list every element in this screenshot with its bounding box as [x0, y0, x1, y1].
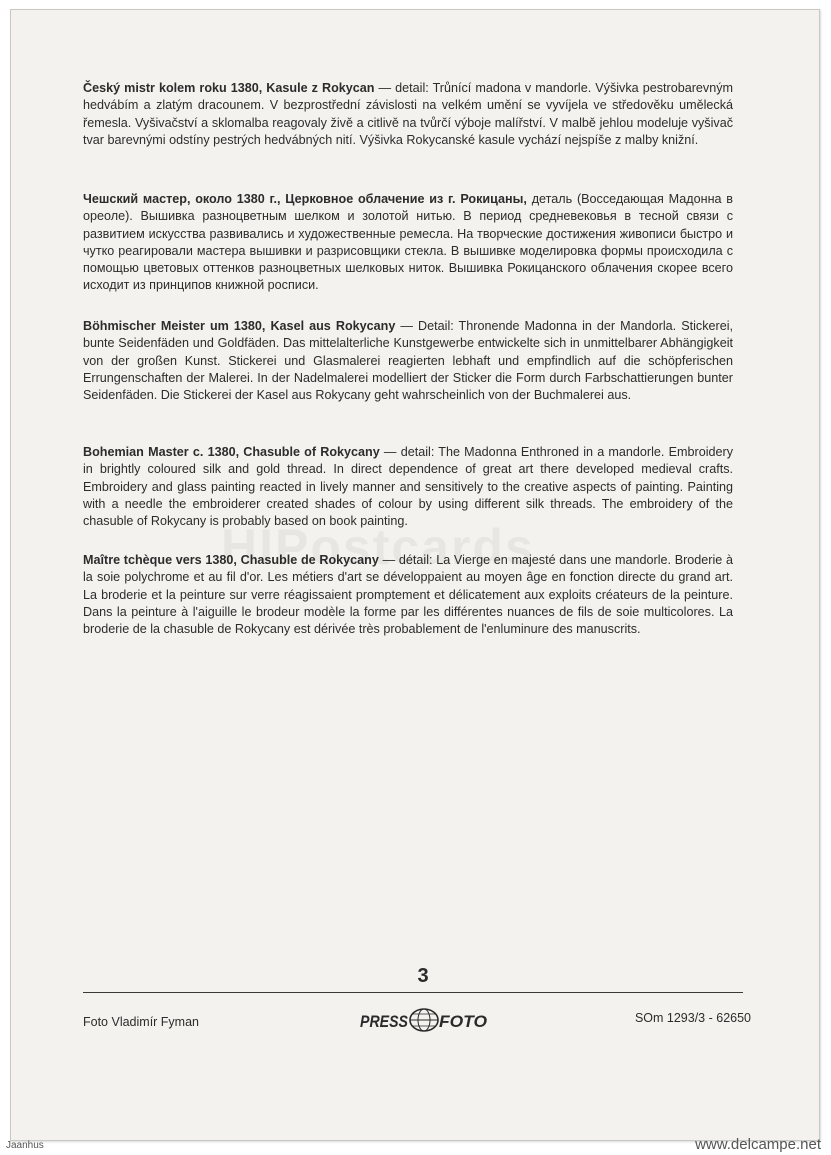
- logo-text-right: FOTO: [439, 1012, 487, 1031]
- logo-text-left: PRESS: [360, 1012, 409, 1031]
- postcard-back: [10, 9, 820, 1141]
- pressfoto-logo: [360, 1007, 490, 1033]
- description-russian: [83, 191, 733, 295]
- body-czech: — detail: Trůnící madona v mandorle. Výšivka pestrobarevným hedvábím a zlatým dracounem. V bezprostřední závislosti na velkém umění se vyvíjela ve středověku umělecká řemesla. Vyšivačství a sklomalba reagovaly živě a citlivě na tvůrčí výboje malířství. V malbě jehlou modeluje vyšivač tvar barevnými odstíny pestrých hedvábných nití. Výšivka Rokycanské kasule vychází nejspíše z malby knižní.: [83, 81, 733, 147]
- footer-divider: [83, 992, 743, 993]
- heading-czech: Český mistr kolem roku 1380, Kasule z Rokycan: [83, 81, 375, 95]
- page-number: 3: [417, 965, 429, 987]
- heading-russian: Чешский мастер, около 1380 г., Церковное облачение из г. Рокицаны,: [83, 192, 527, 206]
- description-german: [83, 318, 733, 404]
- heading-german: Böhmischer Meister um 1380, Kasel aus Rokycany: [83, 319, 396, 333]
- site-source: www.delcampe.net: [695, 1136, 821, 1153]
- body-english: — detail: The Madonna Enthroned in a mandorle. Embroidery in brightly coloured silk and gold thread. In direct dependence of great art there developed medieval crafts. Embroidery and glass painting reacted in lively manner and sensitively to the creative aspects of painting. Painting with a needle the embroiderer created shades of colour by using different silk threads. The embroidery of the chasuble of Rokycany is probably based on book painting.: [83, 445, 733, 529]
- photo-credit: Foto Vladimír Fyman: [83, 1015, 200, 1029]
- catalog-code: SOm 1293/3 - 62650: [634, 1011, 751, 1025]
- watermark: [221, 518, 641, 576]
- site-credit: Jaanhus: [6, 1140, 44, 1151]
- description-czech: [83, 80, 733, 149]
- body-german: — Detail: Thronende Madonna in der Mandorla. Stickerei, bunte Seidenfäden und Goldfäden. Das mittelalterliche Kunstgewerbe entwickelte sich in unmittelbarer Abhängigkeit von der großen Kunst. Stickerei und Glasmalerei reagierten lebhaft und empfindlich auf die schöpferischen Errungenschaften der Malerei. In der Nadelmalerei modelliert der Sticker die Form durch Farbschattierungen bunter Seidenfäden. Die Stickerei der Kasel aus Rokycany geht wahrscheinlich von der Buchmalerei aus.: [83, 319, 733, 403]
- body-french: — détail: La Vierge en majesté dans une mandorle. Broderie à la soie polychrome et au fil d'or. Les métiers d'art se développaient au moyen âge en fonction directe du grand art. La broderie et la peinture sur verre réagissaient promptement et délicatement aux exploits créateurs de la peinture. Dans la peinture à l'aiguille le brodeur modèle la forme par les différentes nuances de fils de soie multicolores. La broderie de la chasuble de Rokycany est dérivée très probablement de l'enluminure des manuscrits.: [83, 553, 734, 637]
- body-russian: деталь (Восседающая Мадонна в ореоле). Вышивка разноцветным шелком и золотой нитью. В период средневековья в тесной связи с развитием искусства развивались и художественные ремесла. На творческие достижения живописи быстро и чутко реагировали мастера вышивки и разрисовщики стекла. В вышивке моделировка формы происходила с помощью цветовых оттенков разноцветных шелковых ниток. Вышивка Рокицанского облачения скорее всего исходит из принципов книжной росписи.: [83, 192, 734, 293]
- heading-french: Maître tchèque vers 1380, Chasuble de Rokycany: [83, 553, 379, 567]
- heading-english: Bohemian Master c. 1380, Chasuble of Rokycany: [83, 445, 380, 459]
- globe-icon: [410, 1009, 438, 1031]
